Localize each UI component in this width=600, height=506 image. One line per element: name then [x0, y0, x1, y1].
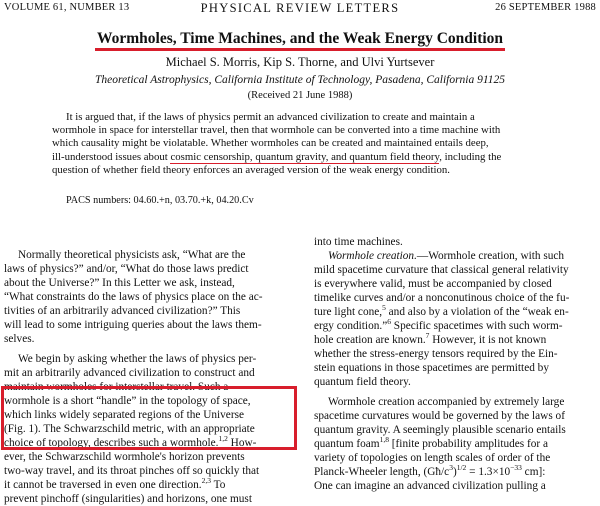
reference-superscript: 7 — [425, 331, 430, 341]
volume-number: VOLUME 61, NUMBER 13 — [4, 2, 130, 13]
body-line: mild spacetime curvature that classical general relativity — [314, 264, 569, 276]
body-line: (Fig. 1). The Schwarzschild metric, with an appropriate — [4, 423, 255, 435]
body-line: tivities of an arbitrarily advanced civilization?” This — [4, 305, 241, 317]
abstract-line — [52, 151, 552, 164]
body-text: choice of topology, describes such a wormhole. — [4, 437, 219, 449]
body-text: quantum foam — [314, 438, 380, 450]
body-line: quantum gravity. A seemingly plausible scenario entails — [314, 424, 566, 436]
body-line: mit an arbitrarily advanced civilization to construct and — [4, 367, 255, 379]
body-text: Planck-Wheeler length, (Għ/c — [314, 466, 450, 478]
body-line: into time machines. — [314, 236, 403, 248]
section-heading: Wormhole creation. — [328, 250, 417, 262]
body-line: maintain wormholes for interstellar travel. Such a — [4, 381, 229, 393]
abstract-text: , including the — [439, 150, 502, 163]
journal-name: PHYSICAL REVIEW LETTERS — [200, 1, 400, 15]
body-text: = 1.3×10 — [466, 466, 511, 478]
body-line: variety of topologies on length scales of order of the — [314, 452, 551, 464]
body-line: which links widely separated regions of the Universe — [4, 409, 244, 421]
received-date: (Received 21 June 1988) — [247, 90, 353, 101]
abstract-line: which causality might be violatable. Whether wormholes can be created and maintained entails deep, — [52, 137, 489, 150]
issue-date: 26 SEPTEMBER 1988 — [495, 2, 596, 13]
body-line: selves. — [4, 333, 35, 345]
body-line — [4, 436, 294, 450]
body-text: —Wormhole creation, with such — [416, 250, 565, 262]
body-line: Normally theoretical physicists ask, “What are the — [18, 249, 246, 261]
equation-superscript: 3 — [449, 463, 453, 473]
body-line — [314, 305, 598, 319]
body-line: is everywhere valid, must be accompanied by closed — [314, 278, 552, 290]
reference-superscript: 2,3 — [201, 476, 211, 486]
body-text: ture light cone, — [314, 306, 383, 318]
body-text: and also by a violation of the “weak en- — [385, 306, 569, 318]
reference-superscript: 1,2 — [218, 434, 228, 444]
reference-superscript: 1,8 — [379, 435, 389, 445]
body-line: about the Universe?” In this Letter we ask, instead, — [4, 277, 235, 289]
body-line — [4, 478, 294, 492]
body-text: it cannot be traversed in even one direction. — [4, 479, 202, 491]
body-line: stein equations in those spacetimes are permitted by — [314, 362, 549, 374]
body-line: will lead to some intriguing queries about the laws them- — [4, 319, 262, 331]
equation-superscript: 1/2 — [456, 463, 467, 473]
body-line: spacetime curvatures would be governed by the laws of — [314, 410, 565, 422]
reference-superscript: 6 — [387, 317, 391, 327]
body-line: We begin by asking whether the laws of physics per- — [18, 353, 257, 365]
reference-superscript: 5 — [382, 303, 386, 313]
body-line: quantum field theory. — [314, 376, 411, 388]
abstract-text: ill-understood issues about — [52, 150, 171, 163]
body-line: laws of physics?” and/or, “What do those laws predict — [4, 263, 249, 275]
body-text: hole creation are known. — [314, 334, 426, 346]
left-column — [4, 248, 294, 506]
affiliation: Theoretical Astrophysics, California Institute of Technology, Pasadena, California 91125 — [94, 74, 506, 86]
body-text: cm]: — [521, 466, 546, 478]
body-text: However, it is not known — [429, 334, 547, 346]
body-line: two-way travel, and its throat pinches off so quickly that — [4, 465, 260, 477]
body-text: To — [211, 479, 226, 491]
body-line — [314, 249, 598, 263]
equation-superscript: −33 — [510, 463, 522, 473]
body-line: “What constraints do the laws of physics place on the ac- — [4, 291, 263, 303]
abstract — [52, 111, 552, 177]
body-line: prevent pinchoff (singularities) and horizons, one must — [4, 493, 252, 505]
body-line — [314, 333, 598, 347]
abstract-line: wormhole in space for interstellar travel, then that wormhole can be converted into a time machine with — [52, 124, 501, 137]
body-line: ever, the Schwarzschild wormhole's horizon prevents — [4, 451, 245, 463]
pacs-numbers: PACS numbers: 04.60.+n, 03.70.+k, 04.20.Cv — [66, 195, 254, 206]
body-line — [314, 437, 598, 451]
abstract-line: It is argued that, if the laws of physics permit an advanced civilization to create and maintain a — [66, 111, 475, 123]
body-line — [314, 465, 598, 479]
paper-title — [0, 30, 600, 48]
body-text: Specific spacetimes with such worm- — [390, 320, 563, 332]
body-line: timelike curves and/or a nonconutinous choice of the fu- — [314, 292, 570, 304]
authors: Michael S. Morris, Kip S. Thorne, and Ulvi Yurtsever — [165, 55, 435, 69]
abstract-line: question of whether field theory enforces an averaged version of the weak energy condition. — [52, 163, 450, 176]
body-line: wormhole is a short “handle” in the topology of space, — [4, 395, 251, 407]
body-line — [314, 319, 598, 333]
running-header — [4, 2, 596, 16]
right-column — [314, 235, 598, 493]
body-text: [finite probability amplitudes for a — [388, 438, 549, 450]
body-line: Wormhole creation accompanied by extremely large — [328, 396, 565, 408]
body-text: ) — [452, 466, 457, 478]
body-line: One can imagine an advanced civilization pulling a — [314, 480, 546, 492]
body-line: whether the stress-energy tensors required by the Ein- — [314, 348, 558, 360]
body-text: ergy condition.” — [314, 320, 388, 332]
paper-title-text: Wormholes, Time Machines, and the Weak Energy Condition — [95, 30, 505, 51]
underlined-phrase: cosmic censorship, quantum gravity, and quantum field theory — [170, 150, 440, 163]
body-text: How- — [227, 437, 257, 449]
